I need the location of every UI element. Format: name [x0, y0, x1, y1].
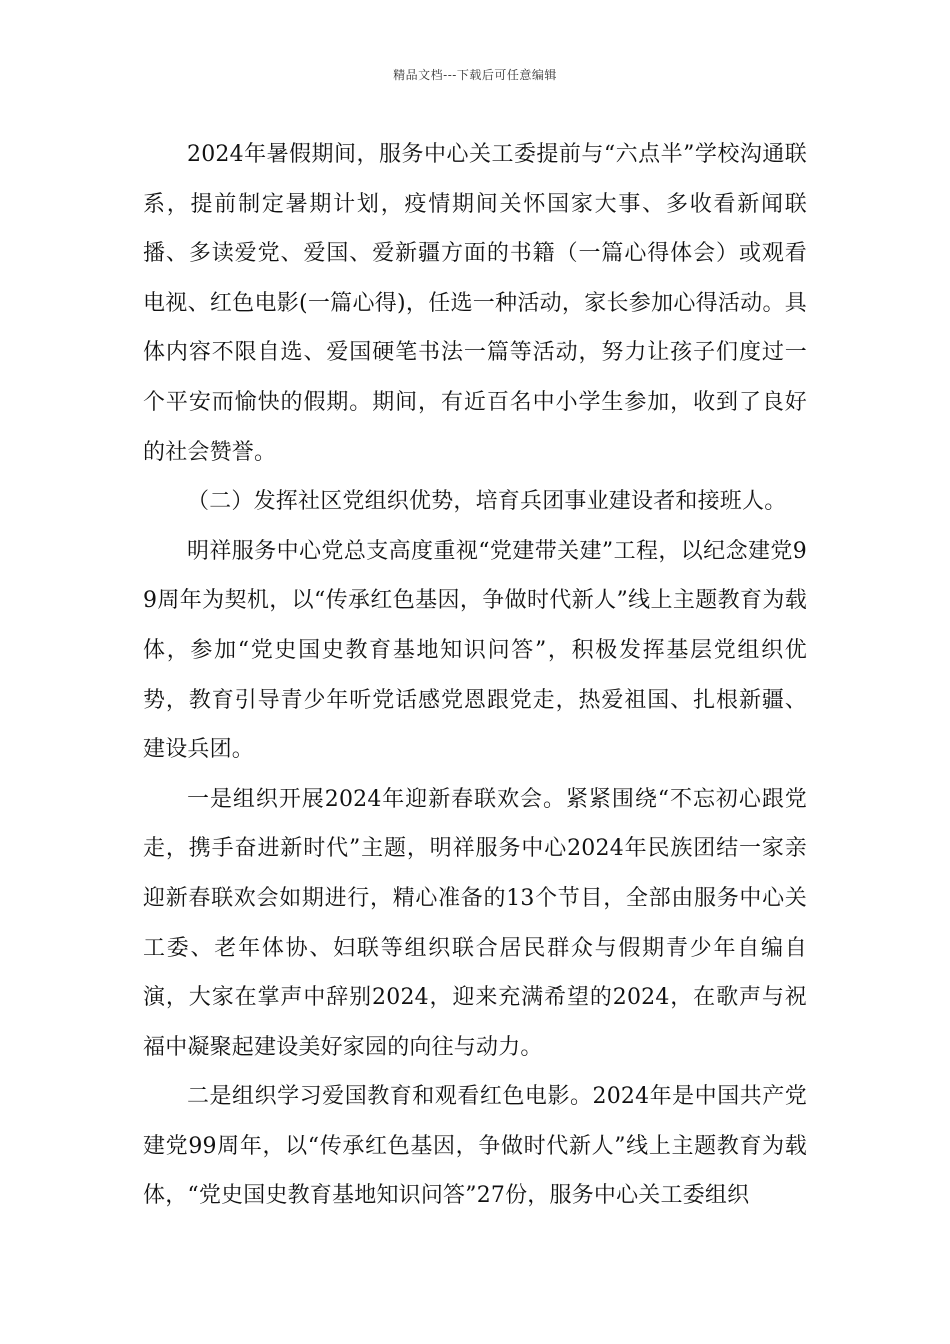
section-heading-2: （二）发挥社区党组织优势，培育兵团事业建设者和接班人。 — [187, 489, 787, 515]
paragraph-summer-activities: 2024年暑假期间，服务中心关工委提前与“六点半”学校沟通联系，提前制定暑期计划，疫情期间关怀国家大事、多收看新闻联播、多读爱党、爱国、爱新疆方面的书籍（一篇心得体会）或观看电视、红色电影(一篇心得)，任选一种活动，家长参加心得活动。具体内容不限自选、爱国硬笔书法一篇等活动，努力让孩子们度过一个平安而愉快的假期。期间，有近百名中小学生参加，收到了良好的社会赞誉。 — [143, 142, 807, 465]
paragraph-patriotic-education: 二是组织学习爱国教育和观看红色电影。2024年是中国共产党建党99周年，以“传承红色基因，争做时代新人”线上主题教育为载体，“党史国史教育基地知识问答”27份，服务中心关工委组织 — [143, 1084, 807, 1209]
paragraph-spring-festival-gala: 一是组织开展2024年迎新春联欢会。紧紧围绕“不忘初心跟党走，携手奋进新时代”主题，明祥服务中心2024年民族团结一家亲迎新春联欢会如期进行，精心准备的13个节目，全部由服务中心关工委、老年体协、妇联等组织联合居民群众与假期青少年自编自演，大家在掌声中辞别2024，迎来充满希望的2024，在歌声与祝福中凝聚起建设美好家园的向往与动力。 — [143, 786, 807, 1060]
document-body — [143, 130, 807, 1221]
paragraph-party-branch: 明祥服务中心党总支高度重视“党建带关建”工程，以纪念建党99周年为契机，以“传承红色基因，争做时代新人”线上主题教育为载体，参加“党史国史教育基地知识问答”，积极发挥基层党组织优势，教育引导青少年听党话感党恩跟党走，热爱祖国、扎根新疆、建设兵团。 — [143, 538, 807, 763]
page-header: 精品文档---下载后可任意编辑 — [393, 68, 557, 82]
